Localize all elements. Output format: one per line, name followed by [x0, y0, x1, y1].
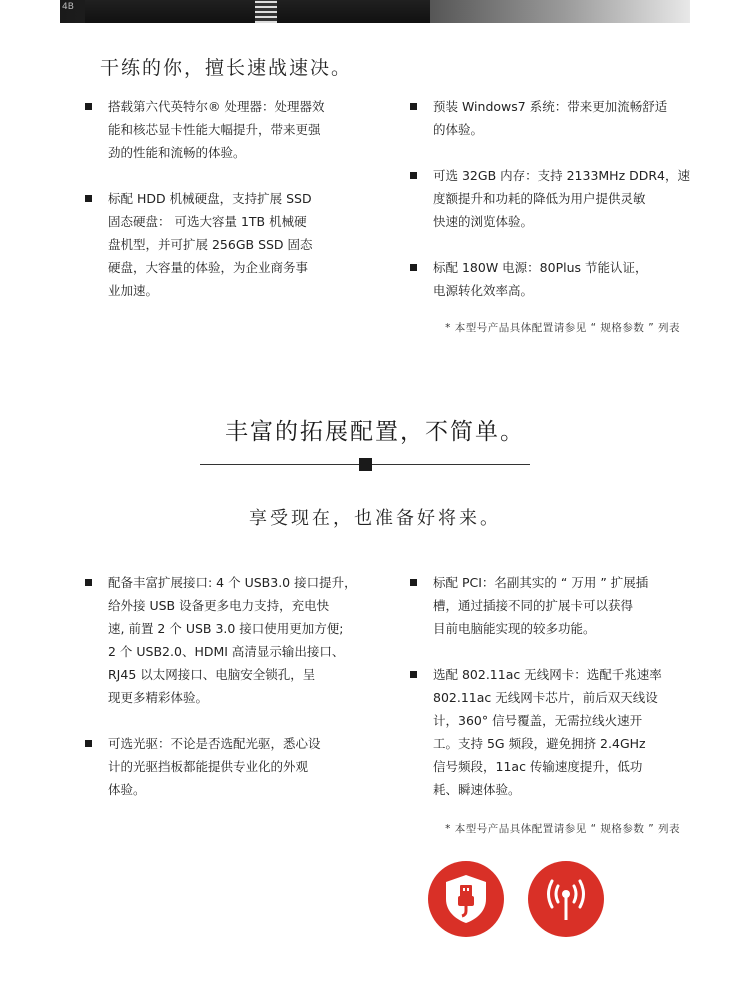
divider-square-mark: [359, 458, 372, 471]
feature-text-line: 固态硬盘： 可选大容量 1TB 机械硬: [108, 214, 307, 229]
bullet-square-icon: [410, 172, 417, 179]
usb-shield-icon: [428, 861, 504, 937]
feature-item: [410, 164, 695, 233]
section2-right-column: [410, 571, 700, 801]
feature-item: [85, 187, 370, 302]
bullet-square-icon: [85, 195, 92, 202]
feature-text-line: 的体验。: [433, 122, 484, 137]
wireless-antenna-icon: [528, 861, 604, 937]
feature-text-line: 速, 前置 2 个 USB 3.0 接口使用更加方便;: [108, 621, 344, 636]
bullet-square-icon: [410, 579, 417, 586]
feature-text-line: 选配 802.11ac 无线网卡：选配千兆速率: [433, 667, 662, 682]
section2-subheading: 享受现在，也准备好将来。: [249, 508, 501, 529]
feature-item: [410, 256, 695, 302]
feature-text-line: 现更多精彩体验。: [108, 690, 209, 705]
feature-item: [410, 95, 695, 141]
feature-text-line: 硬盘，大容量的体验，为企业商务事: [108, 260, 309, 275]
feature-text-line: 槽，通过插接不同的扩展卡可以获得: [433, 598, 634, 613]
bullet-square-icon: [85, 103, 92, 110]
feature-item: [85, 95, 370, 164]
section1-config-note: * 本型号产品具体配置请参见 “ 规格参数 ” 列表: [445, 322, 680, 334]
feature-item: [410, 571, 700, 640]
product-image-strip: [60, 0, 690, 23]
feature-text-line: 业加速。: [108, 283, 159, 298]
feature-text-line: 可选光驱：不论是否选配光驱，悉心设: [108, 736, 321, 751]
feature-text-line: 电源转化效率高。: [433, 283, 534, 298]
feature-text-line: 目前电脑能实现的较多功能。: [433, 621, 596, 636]
feature-text-line: 度额提升和功耗的降低为用户提供灵敏: [433, 191, 646, 206]
feature-text-line: 给外接 USB 设备更多电力支持，充电快: [108, 598, 330, 613]
feature-text-line: 快速的浏览体验。: [433, 214, 534, 229]
wireless-feature-icon-badge: [528, 861, 604, 937]
feature-text-line: 标配 180W 电源：80Plus 节能认证，: [433, 260, 648, 275]
bullet-square-icon: [410, 671, 417, 678]
section2-config-note: * 本型号产品具体配置请参见 “ 规格参数 ” 列表: [445, 823, 680, 835]
feature-text-line: 标配 HDD 机械硬盘，支持扩展 SSD: [108, 191, 312, 206]
bullet-square-icon: [85, 579, 92, 586]
feature-item: [85, 571, 375, 709]
feature-text-line: 预装 Windows7 系统：带来更加流畅舒适: [433, 99, 668, 114]
image-tag: 4B: [62, 2, 74, 12]
section1-right-column: [410, 95, 695, 302]
feature-text-line: 能和核芯显卡性能大幅提升，带来更强: [108, 122, 321, 137]
feature-item: [410, 663, 700, 801]
feature-text-line: 工。支持 5G 频段，避免拥挤 2.4GHz: [433, 736, 646, 751]
bullet-square-icon: [410, 103, 417, 110]
section2-heading: 丰富的拓展配置，不简单。: [225, 419, 525, 445]
bullet-square-icon: [85, 740, 92, 747]
feature-text-line: 802.11ac 无线网卡芯片，前后双天线设: [433, 690, 658, 705]
bullet-square-icon: [410, 264, 417, 271]
usb-feature-icon-badge: [428, 861, 504, 937]
feature-text-line: 盘机型，并可扩展 256GB SSD 固态: [108, 237, 313, 252]
feature-text-line: 信号频段，11ac 传输速度提升，低功: [433, 759, 643, 774]
section1-left-column: [85, 95, 370, 302]
feature-text-line: 可选 32GB 内存：支持 2133MHz DDR4，速: [433, 168, 691, 183]
feature-text-line: 计的光驱挡板都能提供专业化的外观: [108, 759, 309, 774]
feature-text-line: 劲的性能和流畅的体验。: [108, 145, 246, 160]
section2-left-column: [85, 571, 375, 801]
feature-text-line: 计，360° 信号覆盖，无需拉线火速开: [433, 713, 643, 728]
feature-text-line: 耗、瞬速体验。: [433, 782, 521, 797]
feature-item: [85, 732, 375, 801]
section1-heading: 干练的你，擅长速战速决。: [100, 57, 353, 79]
feature-text-line: 搭载第六代英特尔® 处理器：处理器效: [108, 99, 325, 114]
feature-text-line: 标配 PCI：名副其实的 “ 万用 ” 扩展插: [433, 575, 649, 590]
feature-text-line: 体验。: [108, 782, 146, 797]
feature-text-line: 2 个 USB2.0、HDMI 高清显示输出接口、: [108, 644, 345, 659]
chassis-vent-slots: [255, 0, 277, 23]
feature-text-line: 配备丰富扩展接口: 4 个 USB3.0 接口提升，: [108, 575, 357, 590]
feature-text-line: RJ45 以太网接口、电脑安全锁孔，呈: [108, 667, 316, 682]
